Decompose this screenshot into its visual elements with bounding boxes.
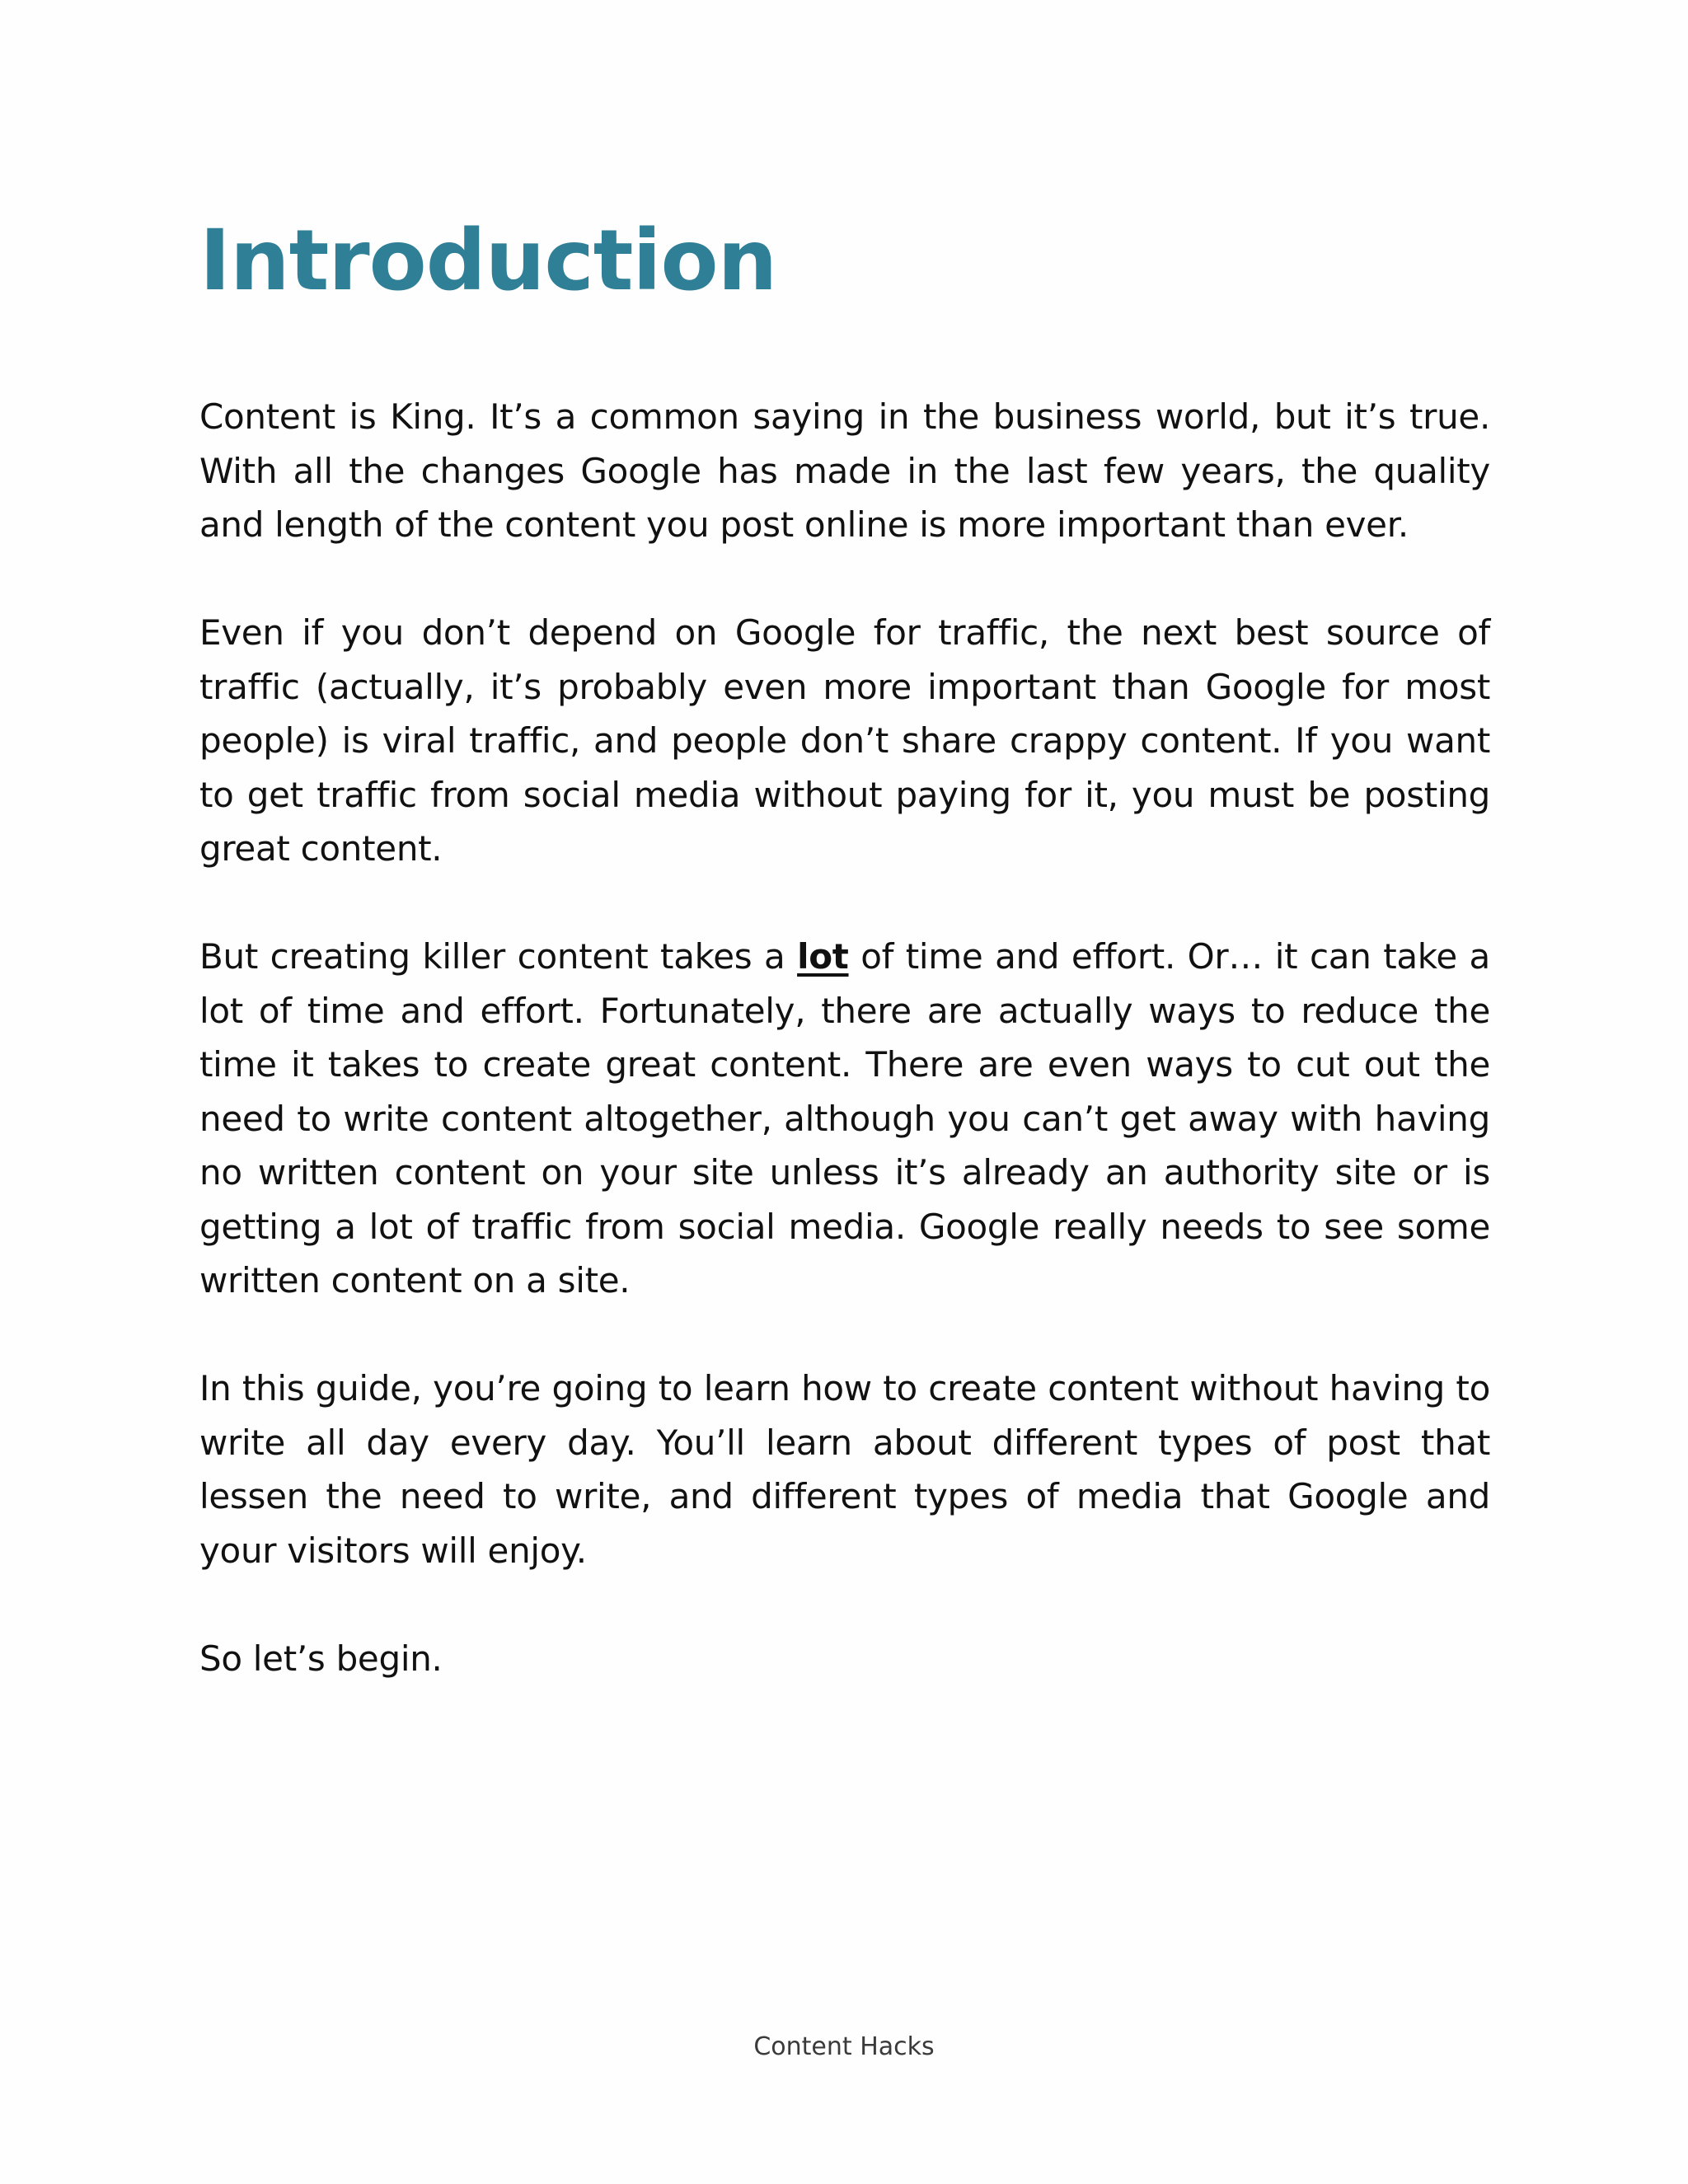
body-paragraph: In this guide, you’re going to learn how to create content without having to write all day every day. You’ll learn about different types of post that lessen the need to write, and different types of media that Google and your visitors will enjoy.	[199, 1368, 1490, 1571]
body-paragraph: Content is King. It’s a common saying in the business world, but it’s true. With all the changes Google has made in the last few years, the quality and length of the content you post online is more important than ever.	[199, 396, 1490, 545]
paragraph-text: of time and effort. Or… it can take a lot of time and effort. Fortunately, there are actually ways to reduce the time it takes to create great content. There are even ways to cut out the need to write content altogether, although you can’t get away with having no written content on your site unless it’s already an authority site or is getting a lot of traffic from social media. Google really needs to see some written content on a site.	[199, 936, 1490, 1301]
emphasized-word: lot	[797, 936, 849, 977]
body-paragraph: Even if you don’t depend on Google for traffic, the next best source of traffic (actually, it’s probably even more important than Google for most people) is viral traffic, and people don’t share crappy content. If you want to get traffic from social media without paying for it, you must be posting great content.	[199, 612, 1490, 869]
body-paragraph	[199, 930, 1490, 1308]
page-footer: Content Hacks	[753, 2032, 935, 2061]
closing-paragraph: So let’s begin.	[199, 1638, 443, 1679]
page-content	[199, 208, 1490, 1685]
paragraph-text: But creating killer content takes a	[199, 936, 798, 977]
page-title: Introduction	[199, 212, 777, 310]
